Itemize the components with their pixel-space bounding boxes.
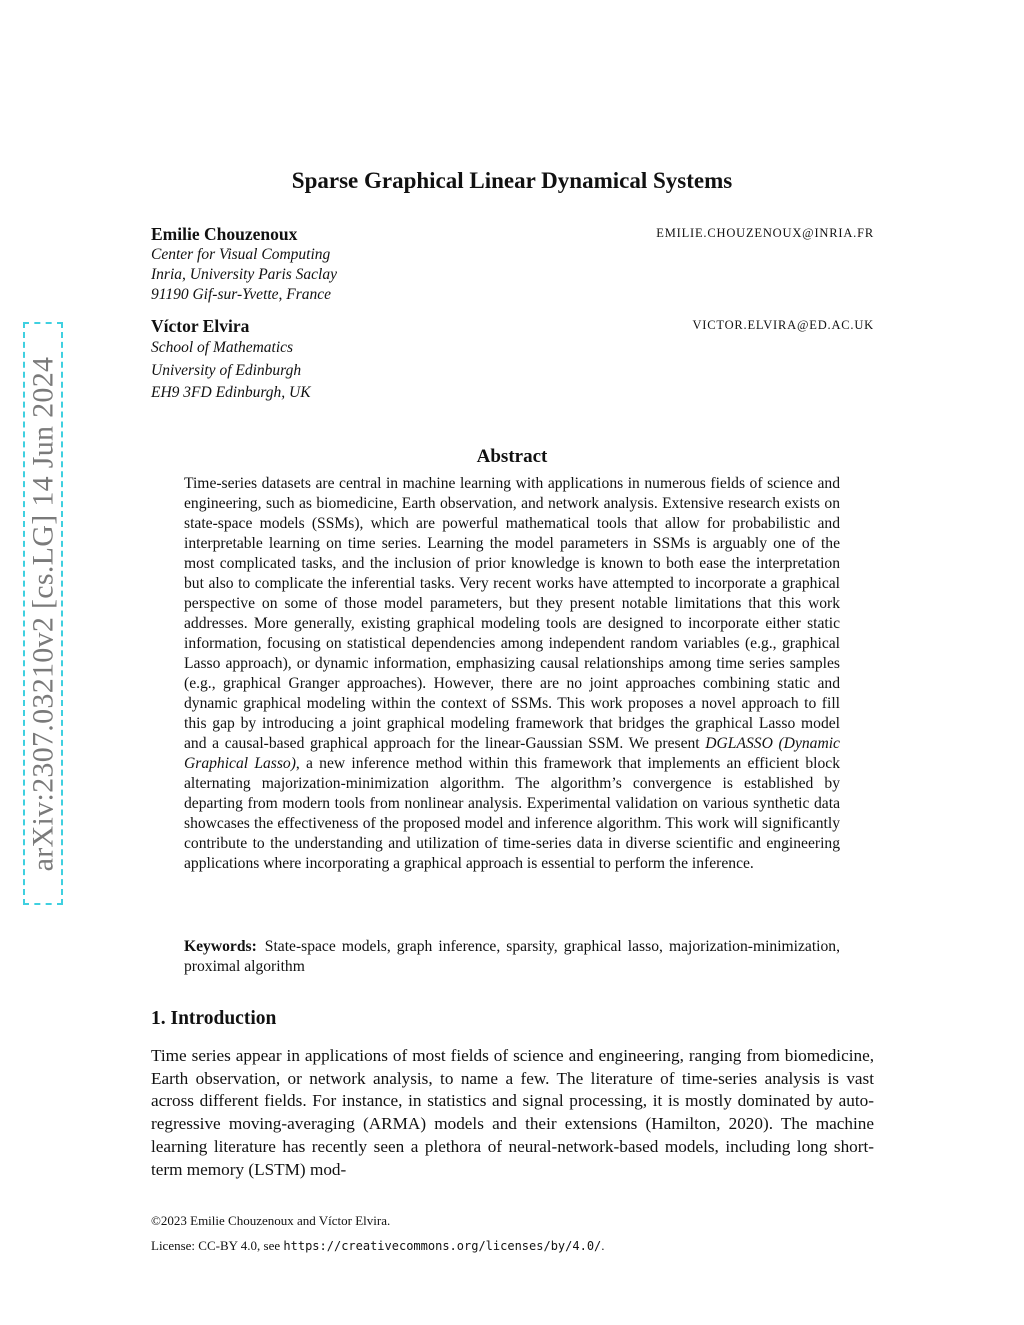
author-email[interactable]: VICTOR.ELVIRA@ED.AC.UK xyxy=(692,318,874,332)
affiliation-line: Center for Visual Computing xyxy=(151,246,331,263)
introduction-paragraph: Time series appear in applications of most fields of science and engineering, ranging from biomedicine, Earth observation, or network analysis, to name a few. The literature of time-series analysis is vast across different fields. For instance, in statistics and signal processing, it is mostly dominated by auto-regressive moving-averaging (ARMA) models and their extensions (Hamilton, 2020). The machine learning literature has recently seen a plethora of neural-network-based models, including long short-term memory (LSTM) mod- xyxy=(151,1046,874,1179)
abstract-text-part1: Time-series datasets are central in machine learning with applications in numerous fields of science and engineering, such as biomedicine, Earth observation, and network analysis. Extensive research exists on state-space models (SSMs), which are powerful mathematical tools that allow for probabilistic and interpretable learning on time series. Learning the model parameters in SSMs is arguably one of the most complicated tasks, and the inclusion of prior knowledge is known to both ease the interpretation but also to complicate the inferential tasks. Very recent works have attempted to incorporate a graphical perspective on some of those model parameters, but they present notable limitations that this work addresses. More generally, existing graphical modeling tools are designed to incorporate either static information, focusing on statistical dependencies among independent random variables (e.g., graphical Lasso approach), or dynamic information, emphasizing causal relationships among time series samples (e.g., graphical Granger approaches). However, there are no joint approaches combining static and dynamic graphical modeling within the context of SSMs. This work proposes a novel approach to fill this gap by introducing a joint graphical modeling framework that bridges the graphical Lasso model and a causal-based graphical approach for the linear-Gaussian SSM. We present xyxy=(184,475,840,752)
affiliation-line: 91190 Gif-sur-Yvette, France xyxy=(151,286,332,303)
license-suffix: . xyxy=(601,1238,605,1253)
author-block-2 xyxy=(151,316,874,405)
arxiv-identifier-stamp xyxy=(23,322,63,905)
affiliation-line: EH9 3FD Edinburgh, UK xyxy=(151,384,311,401)
author-block-1 xyxy=(151,224,874,305)
keywords-label: Keywords: xyxy=(184,938,257,955)
author-name: Víctor Elvira xyxy=(151,316,250,336)
author-email[interactable]: EMILIE.CHOUZENOUX@INRIA.FR xyxy=(656,226,874,240)
paper-title: Sparse Graphical Linear Dynamical Systems xyxy=(291,168,733,193)
affiliation-line: Inria, University Paris Saclay xyxy=(151,266,337,283)
affiliation-line: School of Mathematics xyxy=(151,339,294,356)
abstract-body xyxy=(184,474,840,874)
author-name: Emilie Chouzenoux xyxy=(151,224,298,244)
abstract-text-part2: , a new inference method within this framework that implements an efficient block alternating majorization-minimization algorithm. The algorithm’s convergence is established by departing from modern tools from nonlinear analysis. Experimental validation on various synthetic data showcases the effectiveness of the proposed model and inference algorithm. This work will significantly contribute to the understanding and utilization of time-series data in diverse scientific and engineering applications where incorporating a graphical approach is essential to perform the inference. xyxy=(184,755,840,872)
keywords-text: State-space models, graph inference, sparsity, graphical lasso, majorization-minimization, proximal algorithm xyxy=(184,938,840,975)
copyright-notice: ©2023 Emilie Chouzenoux and Víctor Elvira. xyxy=(151,1213,391,1228)
license-prefix: License: CC-BY 4.0, see xyxy=(151,1238,284,1253)
keywords xyxy=(184,937,840,977)
abstract-method-name: DGLASSO (Dynamic Graphical Lasso) xyxy=(184,735,840,772)
license-notice xyxy=(151,1238,605,1254)
affiliation-line: University of Edinburgh xyxy=(151,361,302,379)
abstract-heading: Abstract xyxy=(476,446,548,467)
arxiv-identifier-text: arXiv:2307.03210v2 [cs.LG] 14 Jun 2024 xyxy=(26,356,59,871)
section-heading-introduction: 1. Introduction xyxy=(151,1008,277,1029)
license-link[interactable]: https://creativecommons.org/licenses/by/4.0/ xyxy=(283,1239,602,1253)
